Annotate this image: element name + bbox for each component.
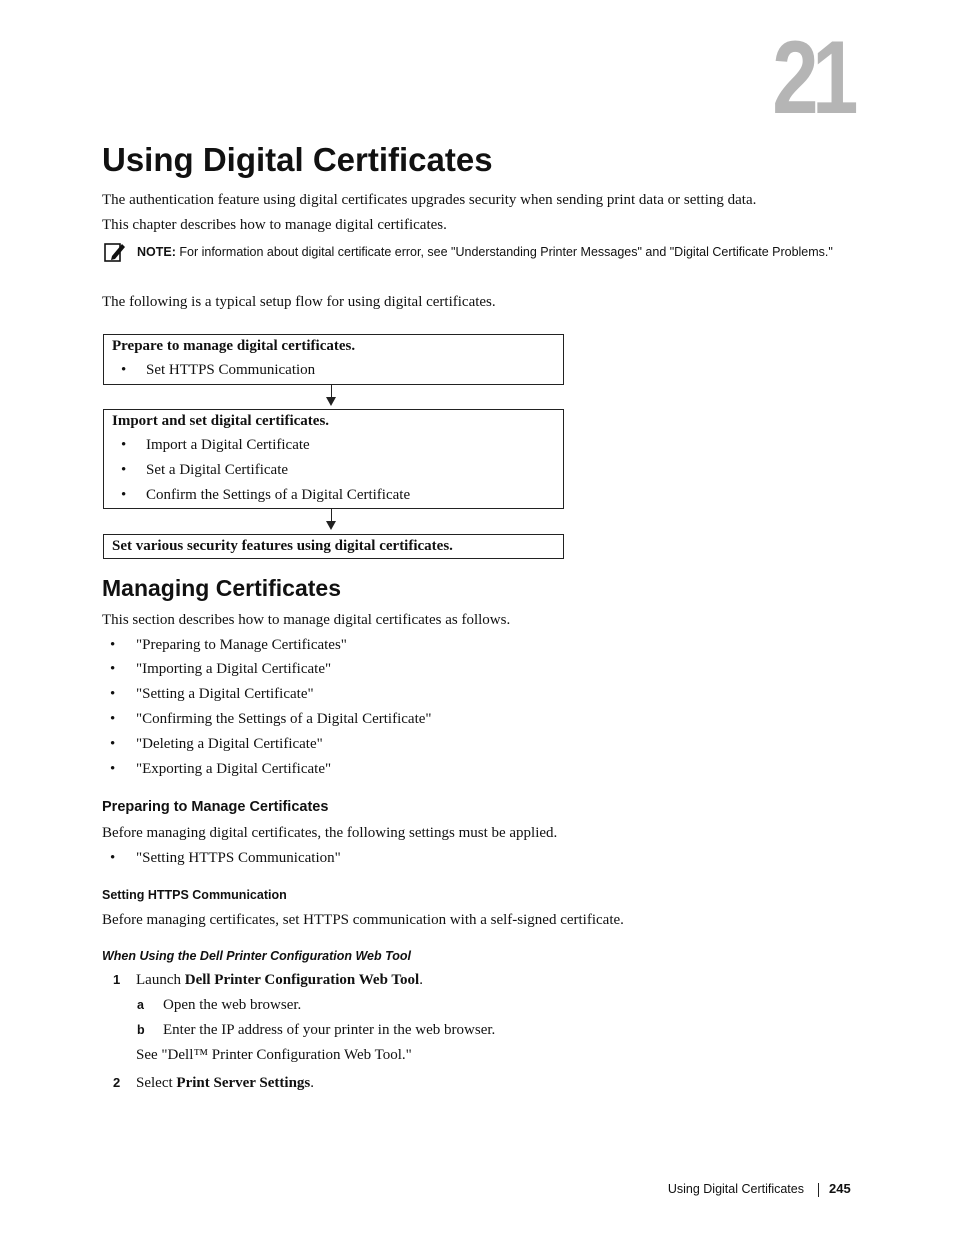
page-number: 245: [829, 1181, 851, 1196]
footer-divider: [818, 1183, 819, 1197]
flow-step-item: • Confirm the Settings of a Digital Certificate: [121, 487, 411, 503]
subsection-heading-https: Setting HTTPS Communication: [102, 888, 287, 902]
list-item: • "Setting HTTPS Communication": [110, 850, 341, 866]
flow-arrow-down-icon: [326, 397, 336, 406]
list-item: • "Preparing to Manage Certificates": [110, 637, 347, 653]
step-number: 1: [113, 972, 121, 987]
list-item: • "Exporting a Digital Certificate": [110, 761, 332, 777]
section-heading-managing: Managing Certificates: [102, 575, 341, 601]
list-item: • "Importing a Digital Certificate": [110, 661, 332, 677]
subsection-heading-preparing: Preparing to Manage Certificates: [102, 799, 329, 815]
substep-a-text: Open the web browser.: [163, 997, 302, 1013]
https-intro: Before managing certificates, set HTTPS communication with a self-signed certificate.: [102, 912, 624, 928]
flow-step-prepare: [103, 334, 564, 385]
note-label: NOTE:: [137, 245, 176, 259]
footer-chapter-title: Using Digital Certificates: [667, 1182, 804, 1196]
chapter-number: 21: [772, 20, 852, 136]
flow-step-security: [103, 534, 564, 559]
flow-arrow-line: [331, 508, 332, 522]
intro-paragraph-2: This chapter describes how to manage digital certificates.: [102, 217, 447, 233]
see-reference: See "Dell™ Printer Configuration Web Tool.": [136, 1047, 412, 1063]
substep-letter: b: [137, 1023, 145, 1037]
note: [137, 243, 833, 261]
flow-step-title: Set various security features using digital certificates.: [112, 538, 453, 554]
flow-step-title: Import and set digital certificates.: [112, 413, 330, 429]
flow-intro: The following is a typical setup flow for using digital certificates.: [102, 294, 496, 310]
flow-arrow-line: [331, 384, 332, 398]
managing-intro: This section describes how to manage digital certificates as follows.: [102, 612, 511, 628]
step-number: 2: [113, 1075, 121, 1090]
flow-arrow-down-icon: [326, 521, 336, 530]
list-item: • "Confirming the Settings of a Digital Certificate": [110, 711, 432, 727]
substep-letter: a: [137, 998, 144, 1012]
page-title: Using Digital Certificates: [102, 141, 493, 178]
flow-step-item: • Import a Digital Certificate: [121, 437, 310, 453]
list-item: • "Setting a Digital Certificate": [110, 686, 314, 702]
note-pencil-icon: [104, 241, 126, 263]
intro-paragraph-1: The authentication feature using digital certificates upgrades security when sending print data or setting data.: [102, 192, 757, 208]
substep-b-text: Enter the IP address of your printer in the web browser.: [163, 1022, 496, 1038]
step-1-text: Launch Dell Printer Configuration Web Tool.: [136, 972, 423, 988]
list-item: • "Deleting a Digital Certificate": [110, 736, 323, 752]
flow-step-import: [103, 409, 564, 509]
flow-step-item: • Set HTTPS Communication: [121, 362, 316, 378]
step-2-text: Select Print Server Settings.: [136, 1075, 315, 1091]
flow-step-title: Prepare to manage digital certificates.: [112, 338, 356, 354]
note-text: For information about digital certificate error, see "Understanding Printer Messages" and "Digital Certificate Problems.": [179, 245, 833, 259]
procedure-heading-web-tool: When Using the Dell Printer Configuration Web Tool: [102, 949, 412, 963]
preparing-intro: Before managing digital certificates, the following settings must be applied.: [102, 825, 558, 841]
flow-step-item: • Set a Digital Certificate: [121, 462, 289, 478]
